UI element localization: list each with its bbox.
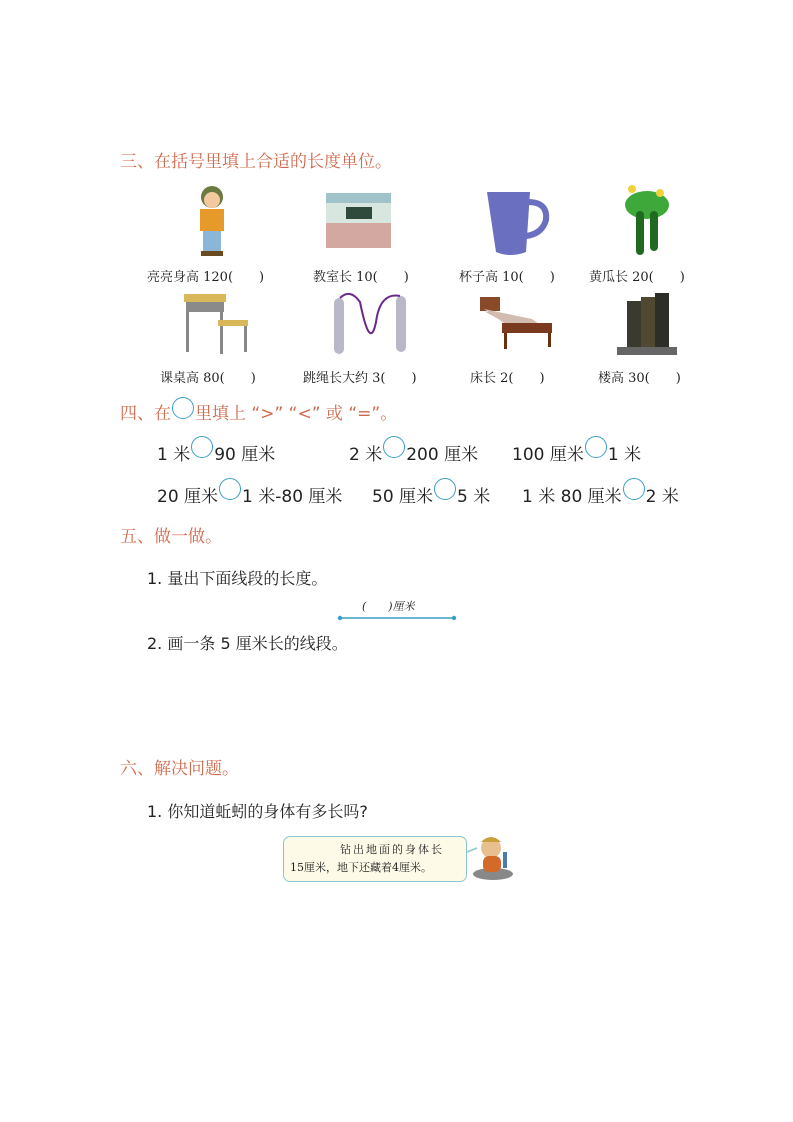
section-3-title: 三、在括号里填上合适的长度单位。 <box>120 152 392 172</box>
title-part: 里填上 “>” “<” 或 “=”。 <box>195 404 398 424</box>
line-segment <box>336 613 458 623</box>
answer-circle[interactable] <box>623 478 645 500</box>
speech-bubble <box>283 836 467 882</box>
left-value: 50 厘米 <box>372 487 434 507</box>
answer-circle[interactable] <box>434 478 456 500</box>
right-value: 200 厘米 <box>406 445 479 465</box>
answer-circle[interactable] <box>585 436 607 458</box>
section-6-title: 六、解决问题。 <box>120 759 239 779</box>
item-label: 教室长 10( ) <box>313 270 409 285</box>
right-value: 90 厘米 <box>214 445 276 465</box>
question-2: 2. 画一条 5 厘米长的线段。 <box>147 634 348 653</box>
segment-label: ( )厘米 <box>362 600 415 613</box>
item-label: 课桌高 80( ) <box>160 371 256 386</box>
title-part: 四、在 <box>120 404 171 424</box>
building-image <box>617 291 677 357</box>
compare-item <box>157 440 275 465</box>
question-1: 1. 你知道蚯蚓的身体有多长吗? <box>147 802 368 821</box>
answer-circle[interactable] <box>383 436 405 458</box>
cucumber-image <box>622 183 672 259</box>
item-label: 床长 2( ) <box>470 371 545 386</box>
boy-image <box>190 183 235 259</box>
item-label: 黄瓜长 20( ) <box>589 270 685 285</box>
classroom-image <box>326 193 391 248</box>
right-value: 1 米-80 厘米 <box>242 487 343 507</box>
left-value: 1 米 80 厘米 <box>522 487 622 507</box>
bubble-line: 钻出地面的身体长 <box>340 843 444 856</box>
right-value: 2 米 <box>645 487 679 507</box>
item-label: 楼高 30( ) <box>598 371 681 386</box>
bed-image <box>478 295 556 353</box>
item-label: 杯子高 10( ) <box>459 270 555 285</box>
compare-item <box>512 440 641 465</box>
desk-image <box>180 292 255 358</box>
cup-image <box>482 188 552 258</box>
left-value: 1 米 <box>157 445 191 465</box>
circle-icon <box>172 397 194 419</box>
compare-item <box>372 482 490 507</box>
bubble-line: 15厘米，地下还藏着4厘米。 <box>290 861 432 874</box>
compare-item <box>522 482 679 507</box>
left-value: 20 厘米 <box>157 487 219 507</box>
item-label: 跳绳长大约 3( ) <box>303 371 417 386</box>
question-1: 1. 量出下面线段的长度。 <box>147 569 328 588</box>
left-value: 100 厘米 <box>512 445 584 465</box>
right-value: 5 米 <box>457 487 491 507</box>
right-value: 1 米 <box>607 445 642 465</box>
answer-circle[interactable] <box>219 478 241 500</box>
section-5-title: 五、做一做。 <box>120 527 222 547</box>
item-label: 亮亮身高 120( ) <box>147 270 265 285</box>
compare-item <box>349 440 478 465</box>
section-4-title <box>120 399 397 424</box>
left-value: 2 米 <box>349 445 383 465</box>
answer-circle[interactable] <box>191 436 213 458</box>
compare-item <box>157 482 342 507</box>
earthworm-character-image <box>465 832 515 882</box>
jump-rope-image <box>330 292 410 360</box>
